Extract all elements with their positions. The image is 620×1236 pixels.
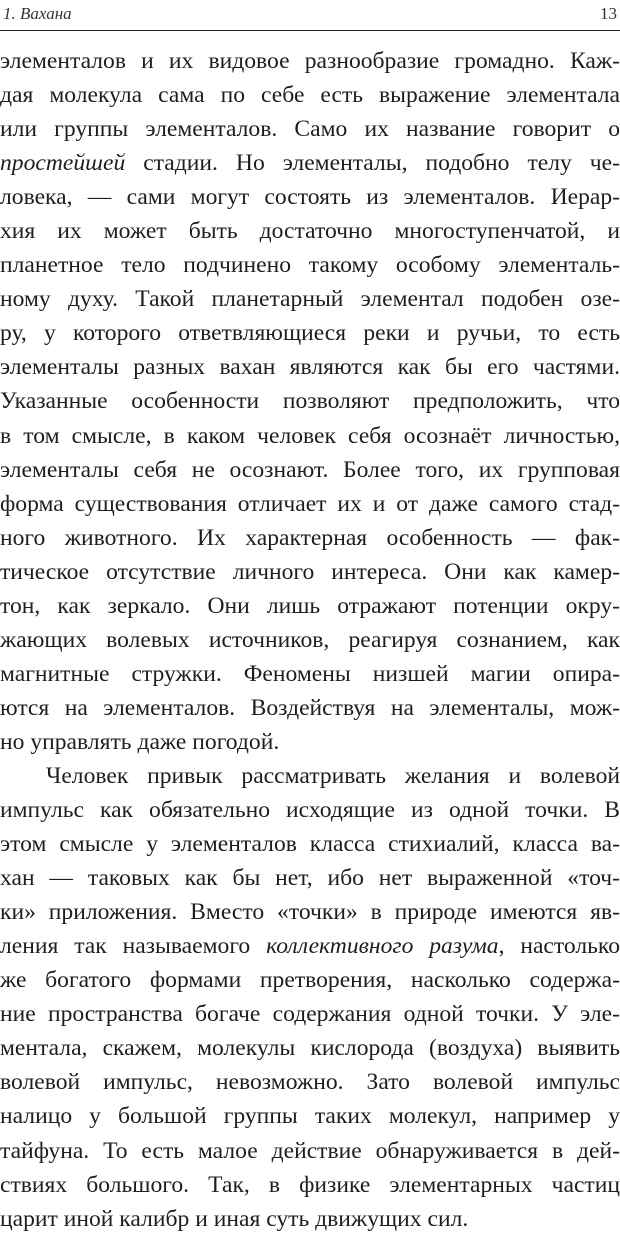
header-rule [0,30,620,31]
paragraph-end-line: царит иной калибр и иная суть движущих сил. [0,1205,469,1232]
text-line-tail: , настолько [498,933,620,960]
body-text [0,44,620,1236]
text-line: ствиях большого. Так, в физике элементарных частиц [0,1171,620,1198]
text-line: хан — таковых как бы нет, ибо нет выраженной «точ- [0,865,620,892]
text-line: этом смысле у элементалов класса стихиалий, класса ва- [0,831,620,858]
text-line: элементалов и их видовое разнообразие громадно. Каж- [0,48,620,74]
italic-term: коллективного разума [266,933,499,960]
text-line [0,929,620,963]
text-line: тон, как зеркало. Они лишь отражают потенции окру- [0,592,620,619]
text-line: ние пространства богаче содержания одной точки. У эле- [0,1001,620,1028]
text-line: жающих волевых источников, реагируя сознанием, как [0,626,620,653]
text-line: хия их может быть достаточно многоступенчатой, и [0,218,620,245]
text-line: ру, у которого ответвляющиеся реки и ручьи, то есть [0,320,620,347]
text-line: тическое отсутствие личного интереса. Они как камер- [0,558,620,585]
text-line: элементалы разных вахан являются как бы его частями. [0,354,620,381]
text-line: ются на элементалов. Воздействуя на элементалы, мож- [0,694,620,721]
text-line: налицо у большой группы таких молекул, например у [0,1103,620,1130]
text-line: планетное тело подчинено такому особому элементаль- [0,252,620,279]
text-line: дая молекула сама по себе есть выражение элементала [0,82,620,109]
text-line: же богатого формами претворения, насколько содержа- [0,967,620,994]
text-line: импульс как обязательно исходящие из одной точки. В [0,797,620,824]
text-line: ному духу. Такой планетарный элементал подобен озе- [0,286,620,313]
text-line: ного животного. Их характерная особенность — фак- [0,524,620,551]
page-number: 13 [600,4,617,23]
text-line-lead: ления так называемого [0,933,267,960]
paragraph-end-line: но управлять даже погодой. [0,728,280,755]
text-line: ловека, — сами могут состоять из элементалов. Иерар- [0,184,620,211]
text-line: ментала, скажем, молекулы кислорода (воздуха) выявить [0,1035,620,1062]
text-line: магнитные стружки. Феномены низшей магии опира- [0,660,620,687]
text-line-tail: стадии. Но элементалы, подобно телу че- [125,150,620,177]
text-line: волевой импульс, невозможно. Зато волевой импульс [0,1069,620,1096]
text-line: в том смысле, в каком человек себя осознаёт личностью, [0,422,620,449]
text-line: элементалы себя не осознают. Более того, их групповая [0,456,620,483]
italic-term: простейшей [0,150,126,177]
page-header [0,0,620,32]
text-line: или группы элементалов. Само их название говорит о [0,116,620,143]
text-line: Указанные особенности позволяют предположить, что [0,388,620,415]
text-line: тайфуна. То есть малое действие обнаруживается в дей- [0,1137,620,1164]
running-head: 1. Вахана [3,4,72,23]
text-line: ки» приложения. Вместо «точки» в природе имеются яв- [0,899,620,926]
text-line [0,146,620,180]
paragraph-start-line: Человек привык рассматривать желания и волевой [46,762,620,789]
text-line: форма существования отличает их и от даже самого стад- [0,490,620,517]
